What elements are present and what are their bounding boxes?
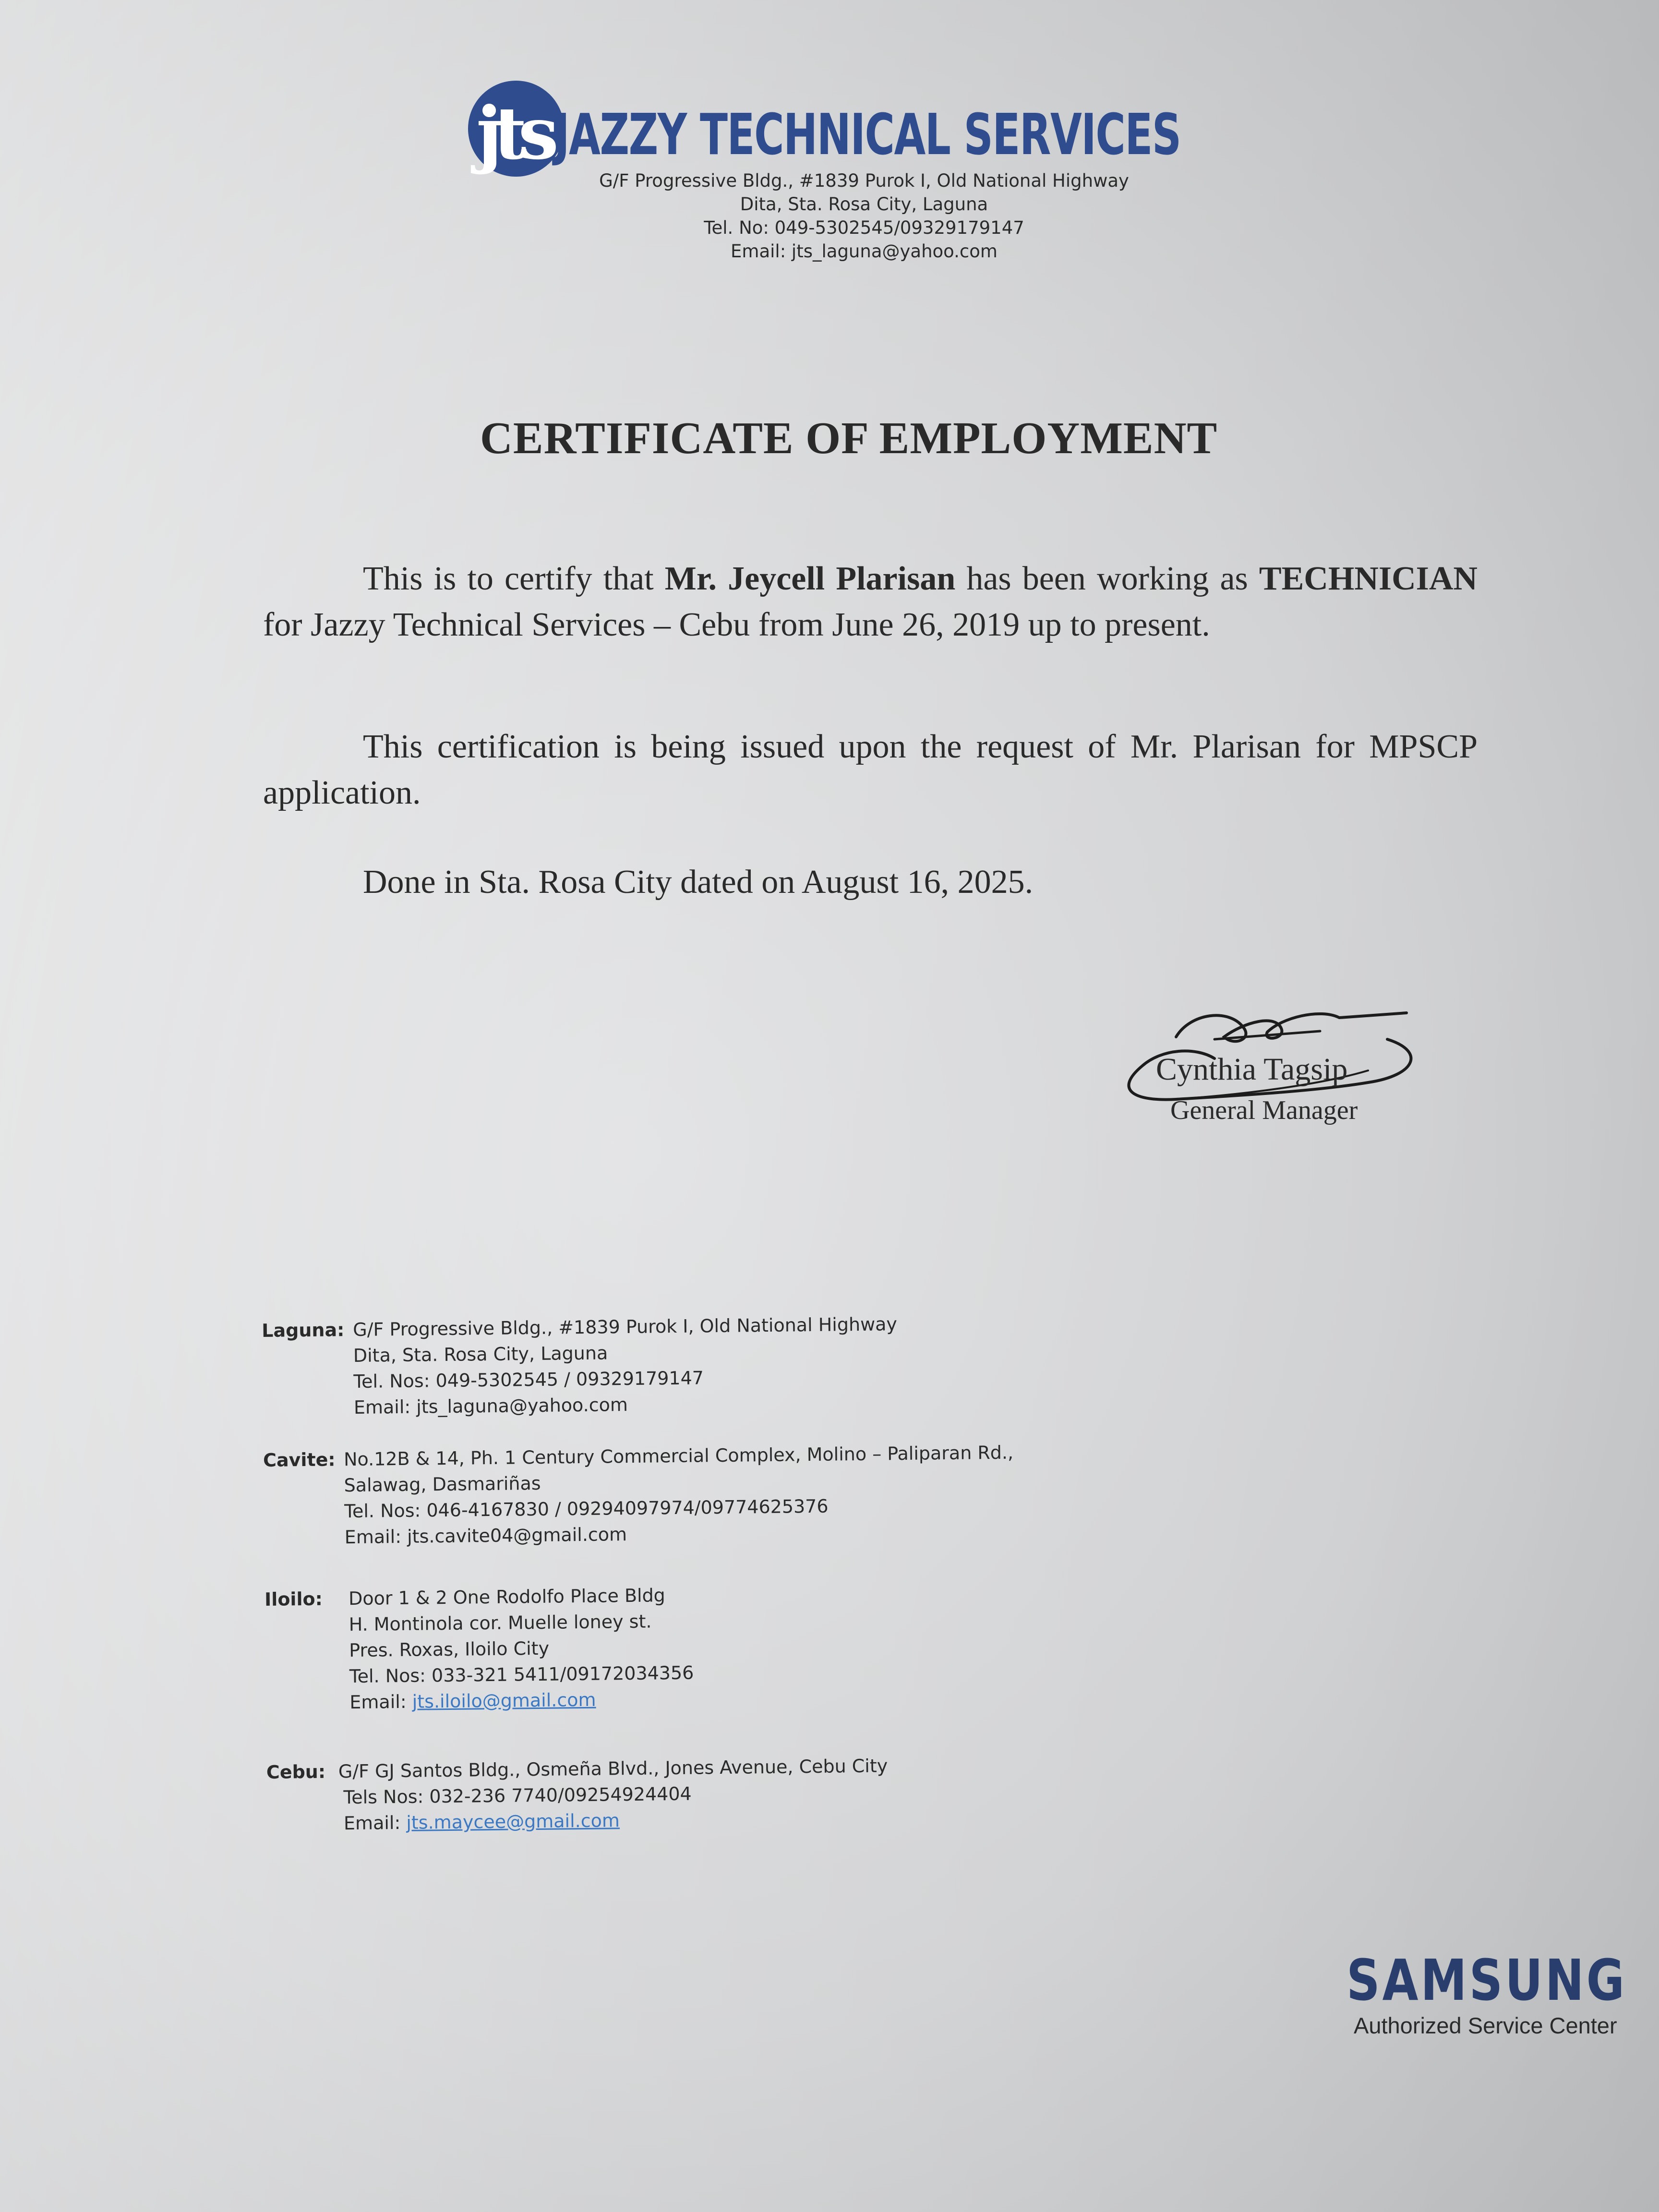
para1-tail: for Jazzy Technical Services – Cebu from June 26, 2019 up to present. (263, 606, 1210, 643)
branch-email-link[interactable]: jts.iloilo@gmail.com (412, 1689, 596, 1712)
branch-email-prefix: Email: (349, 1691, 412, 1713)
certificate-paragraph-3 (263, 859, 1478, 905)
employee-position: TECHNICIAN (1259, 560, 1478, 597)
branch-label: Laguna: (262, 1319, 345, 1341)
letterhead-address (528, 169, 1200, 263)
branch-tel: Tels Nos: 032-236 7740/09254924404 (343, 1783, 692, 1808)
branch-label: Iloilo: (264, 1588, 323, 1610)
letterhead-email: Email: jts_laguna@yahoo.com (731, 241, 998, 262)
certificate-paragraph-2 (263, 724, 1478, 816)
logo-mark-text: jts (476, 91, 551, 176)
branch-address-line: G/F Progressive Bldg., #1839 Purok I, Old National Highway (353, 1313, 898, 1341)
para2-text: This certification is being issued upon the request of Mr. Plarisan for MPSCP application. (263, 728, 1478, 811)
para1-mid: has been working as (955, 560, 1259, 597)
signatory-name: Cynthia Tagsip (1156, 1052, 1348, 1087)
letterhead-tel: Tel. No: 049-5302545/09329179147 (704, 217, 1024, 238)
branch-address-line: Dita, Sta. Rosa City, Laguna (353, 1342, 608, 1367)
branch-directory (262, 1308, 1179, 1855)
branch-address-line: Pres. Roxas, Iloilo City (349, 1637, 550, 1661)
branch-address-line: Door 1 & 2 One Rodolfo Place Bldg (348, 1585, 666, 1610)
branch-address-line: G/F GJ Santos Bldg., Osmeña Blvd., Jones Avenue, Cebu City (338, 1755, 888, 1782)
branch-email: Email: jts_laguna@yahoo.com (353, 1394, 628, 1418)
branch-address-line: H. Montinola cor. Muelle loney st. (349, 1611, 652, 1635)
branch-cavite (263, 1438, 1177, 1587)
samsung-subtitle: Authorized Service Center (1354, 2013, 1617, 2038)
branch-label: Cebu: (266, 1761, 326, 1783)
para3-text: Done in Sta. Rosa City dated on August 16, 2025. (363, 864, 1034, 901)
letterhead-address-line-2: Dita, Sta. Rosa City, Laguna (740, 194, 988, 215)
branch-laguna (262, 1308, 1175, 1447)
branch-iloilo (264, 1577, 1178, 1759)
signatory-title: General Manager (1170, 1095, 1358, 1125)
company-name: JAZZY TECHNICAL SERVICES (554, 101, 1181, 168)
branch-address-line: Salawag, Dasmariñas (344, 1472, 541, 1496)
branch-email-link[interactable]: jts.maycee@gmail.com (406, 1810, 620, 1833)
branch-tel: Tel. Nos: 033-321 5411/09172034356 (349, 1662, 694, 1687)
para1-lead: This is to certify that (363, 560, 665, 597)
branch-tel: Tel. Nos: 049-5302545 / 09329179147 (353, 1367, 704, 1393)
branch-tel: Tel. Nos: 046-4167830 / 09294097974/09774625376 (344, 1495, 829, 1522)
branch-cebu (266, 1750, 1179, 1855)
branch-email-prefix: Email: (343, 1812, 407, 1834)
letterhead-address-line-1: G/F Progressive Bldg., #1839 Purok I, Old National Highway (599, 170, 1129, 191)
samsung-badge (1346, 1947, 1627, 2040)
branch-label: Cavite: (263, 1449, 336, 1471)
samsung-logo: SAMSUNG (1346, 1947, 1627, 2013)
employee-name: Mr. Jeycell Plarisan (664, 560, 956, 597)
certificate-paragraph-1 (263, 556, 1478, 648)
certificate-title: CERTIFICATE OF EMPLOYMENT (480, 413, 1218, 463)
branch-email: Email: jts.cavite04@gmail.com (344, 1524, 627, 1548)
branch-address-line: No.12B & 14, Ph. 1 Century Commercial Complex, Molino – Paliparan Rd., (343, 1442, 1014, 1470)
